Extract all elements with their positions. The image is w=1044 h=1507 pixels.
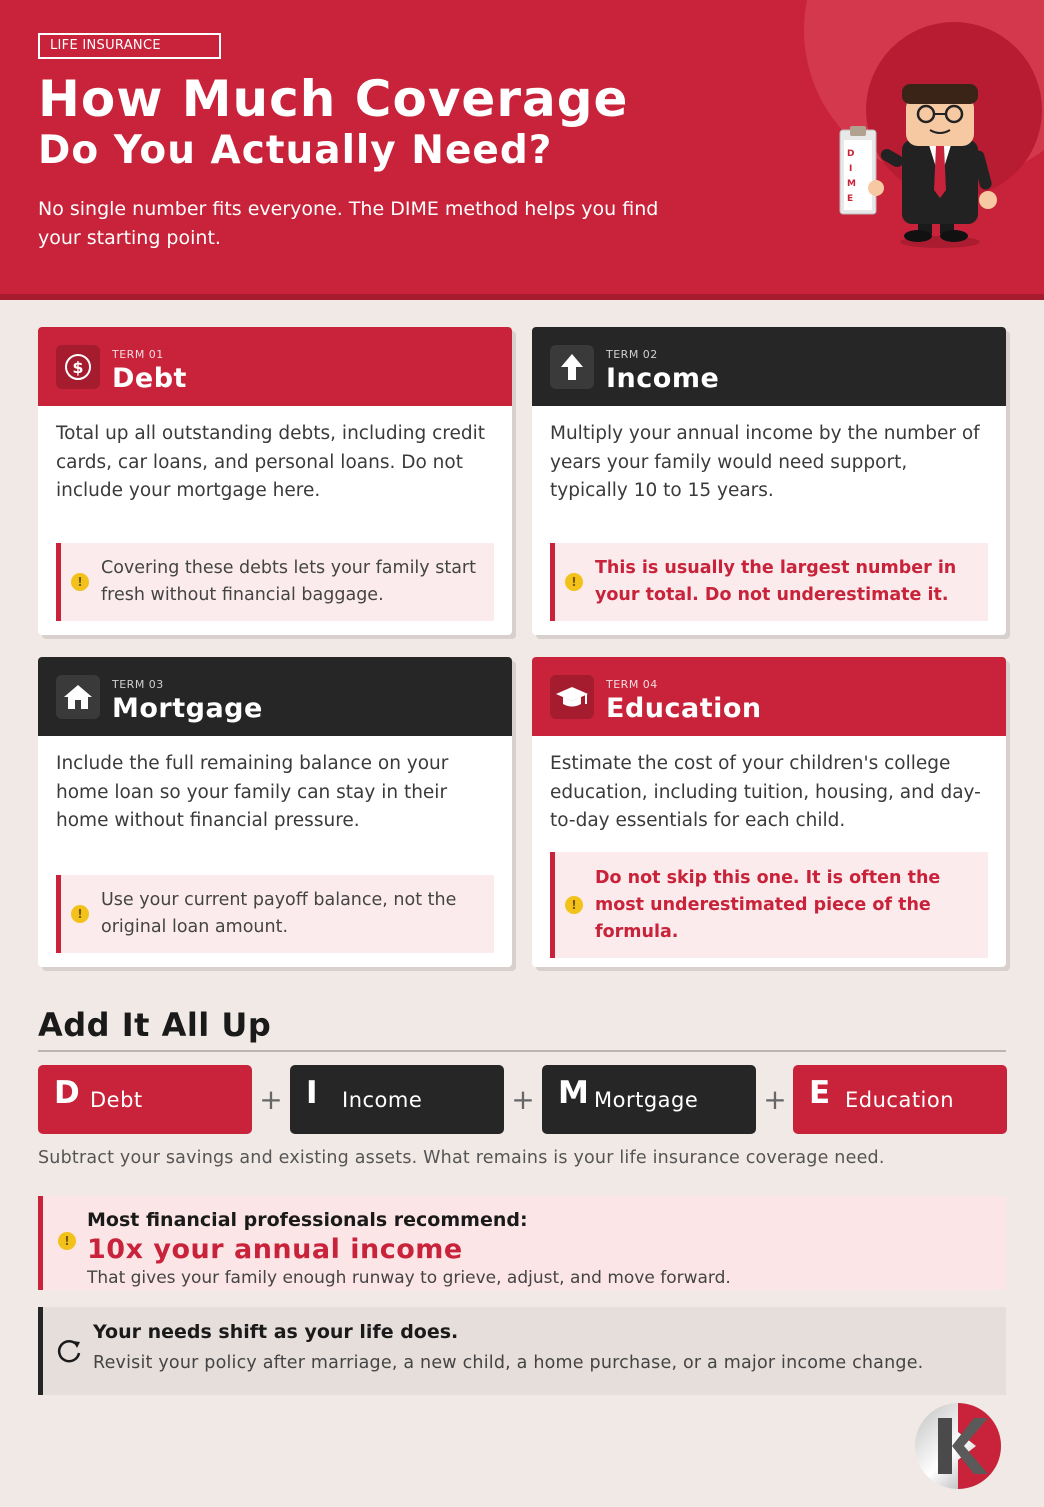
clipboard-letter: E (847, 194, 854, 204)
pill-word: Debt (90, 1087, 143, 1112)
card-description: Total up all outstanding debts, including credit cards, car loans, and personal loans. Do not include your mortgage here. (56, 423, 485, 501)
term-number: TERM 01 (112, 348, 164, 361)
note-text: Do not skip this one. It is often the most underestimated piece of the formula. (595, 867, 941, 942)
pill-letter: M (558, 1074, 589, 1111)
graduation-cap-icon (550, 675, 594, 719)
section-title: Add It All Up (38, 1006, 272, 1044)
card-description: Estimate the cost of your children's college education, including tuition, housing, and day-to-day essentials for each child. (550, 753, 981, 831)
page-subtitle-title: Do You Actually Need? (38, 128, 553, 173)
businessman-mascot-icon (830, 70, 1010, 260)
clipboard-letter: M (847, 179, 856, 189)
term-title: Education (606, 693, 762, 724)
card-education (532, 657, 1006, 967)
card-note (56, 543, 494, 621)
warning-icon: ! (565, 896, 583, 914)
card-header (532, 657, 1006, 736)
formula-pill-education (793, 1065, 1007, 1134)
note-text: Covering these debts lets your family start fresh without financial baggage. (101, 558, 476, 605)
term-number: TERM 04 (606, 678, 658, 691)
card-note (550, 543, 988, 621)
divider (38, 1050, 1006, 1052)
card-note (56, 875, 494, 953)
recommendation-callout (38, 1196, 1006, 1290)
note-text: Use your current payoff balance, not the original loan amount. (101, 890, 457, 937)
recommendation-lead: Most financial professionals recommend: (87, 1209, 528, 1231)
house-icon (56, 675, 100, 719)
category-tag: LIFE INSURANCE (38, 33, 221, 59)
term-title: Mortgage (112, 693, 263, 724)
formula-pill-debt (38, 1065, 252, 1134)
warning-icon: ! (565, 573, 583, 591)
card-debt (38, 327, 512, 635)
card-header (38, 327, 512, 406)
note-text: This is usually the largest number in your total. Do not underestimate it. (595, 558, 957, 605)
card-income (532, 327, 1006, 635)
brand-logo-icon (912, 1400, 1004, 1492)
card-description: Include the full remaining balance on your home loan so your family can stay in their home without financial pressure. (56, 753, 449, 831)
term-title: Debt (112, 363, 187, 394)
warning-icon: ! (71, 573, 89, 591)
header-banner (0, 0, 1044, 300)
arrow-up-icon (550, 345, 594, 389)
warning-icon: ! (58, 1232, 76, 1250)
clipboard-letter: D (847, 149, 855, 159)
page-title: How Much Coverage (38, 70, 629, 128)
recommendation-detail: That gives your family enough runway to grieve, adjust, and move forward. (87, 1268, 731, 1288)
term-number: TERM 03 (112, 678, 164, 691)
pill-word: Education (845, 1087, 955, 1112)
refresh-icon (55, 1337, 83, 1365)
pill-word: Income (342, 1087, 423, 1112)
pill-word: Mortgage (594, 1087, 699, 1112)
dollar-icon (56, 345, 100, 389)
clipboard-letter: I (849, 164, 853, 174)
pill-letter: I (306, 1074, 318, 1111)
plus-sign: + (259, 1083, 283, 1116)
plus-sign: + (763, 1083, 787, 1116)
callout-heading: Your needs shift as your life does. (93, 1321, 459, 1343)
card-note (550, 852, 988, 958)
life-change-callout (38, 1307, 1006, 1395)
term-title: Income (606, 363, 720, 394)
card-header (532, 327, 1006, 406)
term-number: TERM 02 (606, 348, 658, 361)
pill-letter: E (809, 1074, 831, 1111)
pill-letter: D (54, 1074, 80, 1111)
card-description: Multiply your annual income by the number of years your family would need support, typically 10 to 15 years. (550, 423, 980, 501)
formula-pill-income (290, 1065, 504, 1134)
formula-note: Subtract your savings and existing assets. What remains is your life insurance coverage need. (38, 1148, 885, 1168)
card-header (38, 657, 512, 736)
intro-text: No single number fits everyone. The DIME method helps you find your starting point. (38, 198, 659, 249)
warning-icon: ! (71, 905, 89, 923)
plus-sign: + (511, 1083, 535, 1116)
card-mortgage (38, 657, 512, 967)
svg-text:$: $ (72, 358, 84, 377)
recommendation-value: 10x your annual income (87, 1234, 463, 1265)
formula-pill-mortgage (542, 1065, 756, 1134)
callout-text: Revisit your policy after marriage, a new child, a home purchase, or a major income change. (93, 1353, 924, 1373)
